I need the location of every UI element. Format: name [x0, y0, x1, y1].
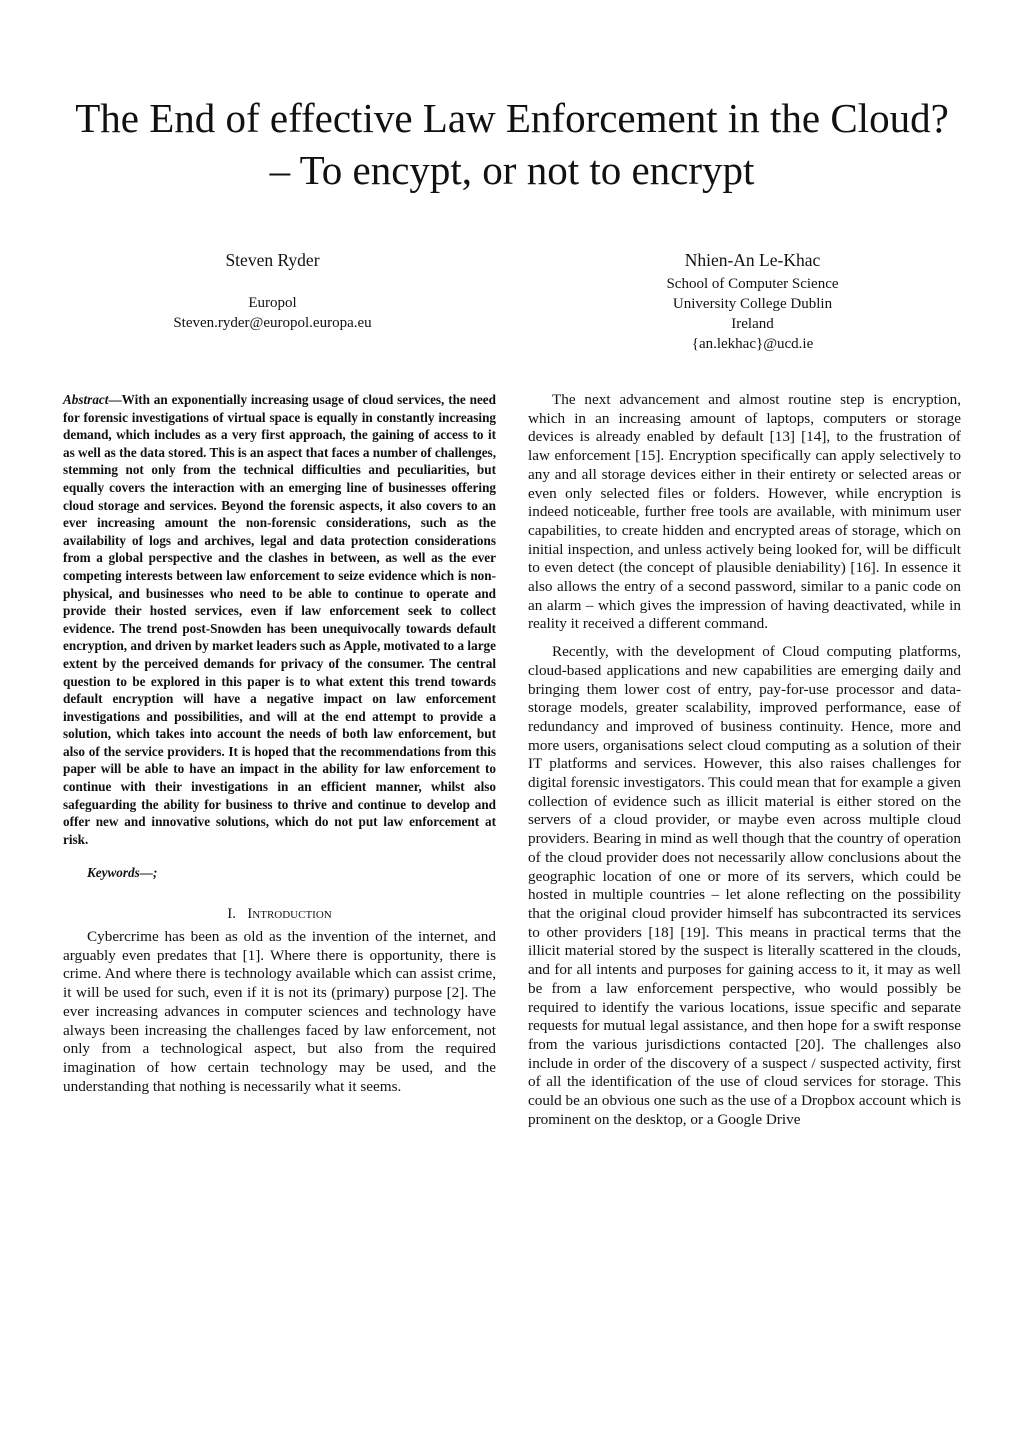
paragraph: Recently, with the development of Cloud computing platforms, cloud-based applications and new capabilities are emerging daily and bringing them lower cost of entry, pay-for-use processor and data-storage models, greater scalability, improved performance, ease of redundancy and improved of business continuity. Hence, more and more users, organisations select cloud computing as a solution of their IT platforms and services. However, this also raises challenges for digital forensic investigators. This could mean that for example a given collection of evidence such as illicit material is either stored on the servers of a cloud provider, or maybe even across multiple cloud providers. Bearing in mind as well though that the country of operation of the cloud provider does not necessarily allow conclusions about the geographic location of one or more of its servers, which could be hosted in multiple countries – let alone reflecting on the possibility that the original cloud provider himself has subcontracted its services to other providers [18] [19]. This means in practical terms that the illicit material stored by the suspect is literally scattered in the clouds, and for all intents and purposes for gaining access to it, it may as well be from a law enforcement perspective, who would possibly be required to identify the various locations, issue specific and separate requests for mutual legal assistance, and then hope for a swift response from the various jurisdictions contacted [20]. The challenges also include in order of the discovery of a suspect / suspected activity, first of all the identification of the use of cloud services for storage. This could be an obvious one such as the use of a Dropbox account which is prominent on the desktop, or a Google Drive — [528, 643, 961, 1128]
abstract-label: Abstract — [63, 392, 109, 407]
author-email: Steven.ryder@europol.europa.eu — [173, 315, 372, 331]
abstract — [63, 391, 496, 848]
author-name: Nhien-An Le-Khac — [684, 250, 821, 270]
right-column — [528, 391, 961, 1138]
author-affiliation-line: Ireland — [731, 316, 774, 332]
author-affiliation-line: School of Computer Science — [666, 276, 839, 292]
paper-title — [40, 92, 984, 196]
title-line-1: The End of effective Law Enforcement in the Cloud? — [75, 95, 949, 141]
author-block-2 — [620, 249, 885, 354]
author-email: {an.lekhac}@ucd.ie — [691, 336, 814, 352]
paragraph: The next advancement and almost routine step is encryption, which in an increasing amount of laptops, computers or storage devices is already enabled by default [13] [14], to the frustration of law enforcement [15]. Encryption specifically can apply selectively to any and all storage devices either in their entirety or selected areas or even only selected files or folders. However, while encryption is indeed noticeable, further free tools are available, with minimum user capabilities, to create hidden and encrypted areas of storage, which on initial inspection, and unless actively being looked for, will be difficult to even detect (the concept of plausible deniability) [16]. In essence it also allows the entry of a second password, similar to a panic code on an alarm – which gives the impression of having deactivated, while in reality it received a different command. — [528, 391, 961, 633]
author-block-1 — [140, 249, 405, 333]
abstract-text: —With an exponentially increasing usage of cloud services, the need for forensic investigations of virtual space is equally in constantly increasing demand, which includes as a very first approach, the gaining of access to it as well as the data stored. This is an aspect that faces a number of challenges, stemming not only from the technical difficulties and peculiarities, but equally covers the interaction with an emerging line of businesses offering cloud storage and services. Beyond the forensic aspects, it also covers to an ever increasing amount the non-forensic considerations, such as the availability of logs and archives, legal and data protection considerations from a global perspective and the clashes in between, as well as the ever competing interests between law enforcement to seize evidence which is non-physical, and businesses who need to be able to continue to operate and provide their hosted services, even if law enforcement seek to collect evidence. The trend post-Snowden has been unequivocally towards default encryption, and driven by market leaders such as Apple, motivated to a large extent by the perceived demands for privacy of the consumer. The central question to be explored in this paper is to what extent this trend towards default encryption will have a negative impact on law enforcement investigations and possibilities, and will at the end attempt to provide a solution, which takes into account the needs of both law enforcement, but also of the service providers. It is hoped that the recommendations from this paper will be able to have an impact in the ability for law enforcement to continue with their investigations in an efficient manner, whilst also safeguarding the ability for business to thrive and continue to develop and offer new and innovative solutions, which do not put law enforcement at risk. — [63, 392, 496, 847]
left-column — [63, 391, 496, 1096]
section-heading — [63, 904, 496, 924]
author-affiliation: Europol — [248, 295, 297, 311]
section-number: I. — [227, 906, 237, 923]
keywords: Keywords—; — [87, 865, 158, 881]
author-name: Steven Ryder — [225, 250, 320, 270]
title-line-2: – To encypt, or not to encrypt — [269, 147, 755, 193]
author-affiliation-line: University College Dublin — [672, 296, 833, 312]
section-title: Introduction — [247, 906, 332, 923]
paragraph: Cybercrime has been as old as the invention of the internet, and arguably even predates that [1]. Where there is opportunity, there is crime. And where there is technology available which can assist crime, it will be used for such, even if it is not its (primary) purpose [2]. The ever increasing advances in computer sciences and technology have always been increasing the challenges faced by law enforcement, not only from a technological aspect, but also from the required imagination of how certain technology may be used, and the understanding that nothing is necessarily what it seems. — [63, 928, 496, 1095]
